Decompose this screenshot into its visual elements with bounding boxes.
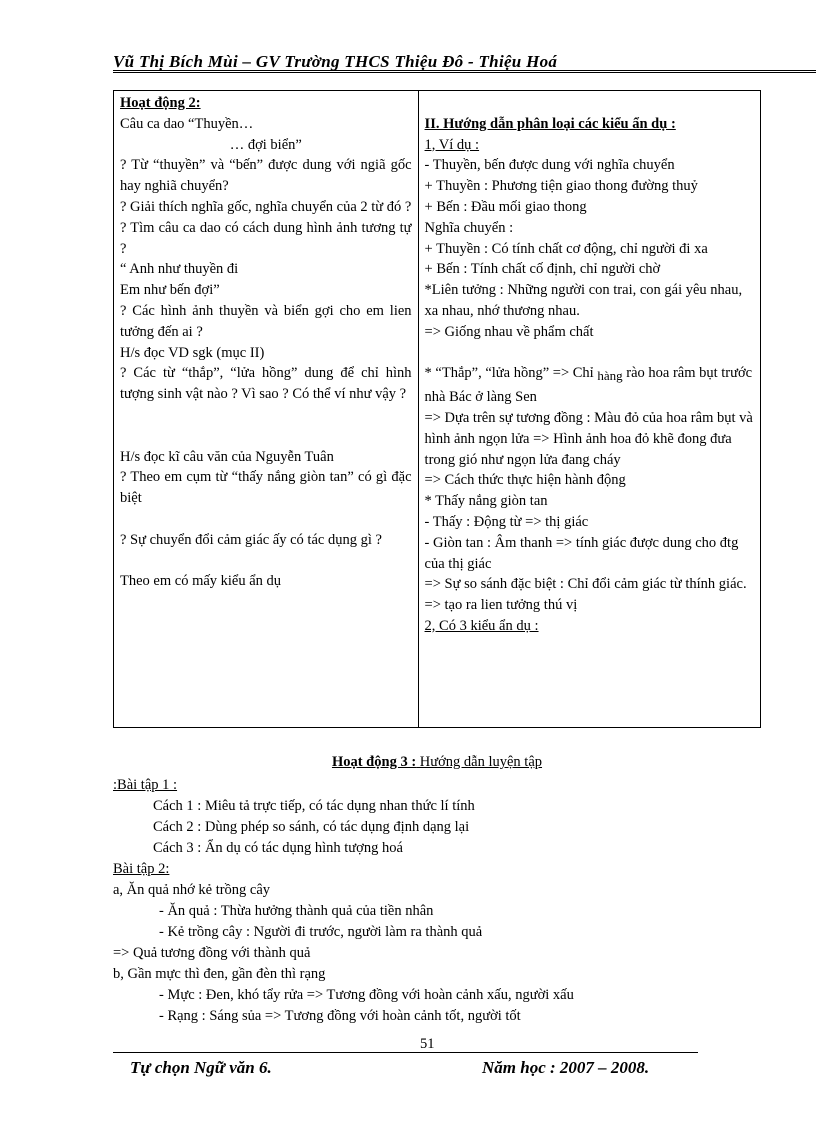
left-line: ? Từ “thuyền” và “bến” được dung với ngiã gốc hay nghiã chuyển?	[120, 157, 412, 195]
right-line: => Giống nhau về phẩm chất	[424, 323, 594, 340]
right-line: + Bến : Đầu mối giao thong	[424, 198, 587, 215]
body-line: Cách 3 : Ẩn dụ có tác dụng hình tượng hoá	[153, 840, 403, 856]
right-line: => Sự so sánh đặc biệt : Chỉ đổi cảm giác từ thính giác.	[424, 576, 747, 593]
practice-section	[113, 752, 761, 1027]
exercise-heading: :Bài tập 1 :	[113, 777, 178, 793]
section-title-rest: Hướng dẫn luyện tập	[416, 754, 543, 770]
left-line: ? Theo em cụm từ “thấy nắng giòn tan” có gì đặc biệt	[120, 469, 412, 507]
body-line: b, Gần mực thì đen, gần đèn thì rạng	[113, 966, 326, 982]
page-header: Vũ Thị Bích Mùi – GV Trường THCS Thiệu Đô - Thiệu Hoá	[113, 52, 558, 71]
left-line: H/s đọc kĩ câu văn của Nguyễn Tuân	[120, 448, 334, 465]
right-line-blank	[425, 93, 754, 114]
teacher-activity-column	[114, 91, 419, 728]
left-line: … đợi biển”	[229, 136, 302, 153]
body-line: => Quả tương đồng với thành quả	[113, 945, 311, 961]
lesson-table	[113, 90, 761, 728]
right-line: - Thuyền, bến được dung với nghĩa chuyển	[424, 157, 675, 174]
right-line: + Thuyền : Có tính chất cơ động, chỉ người đi xa	[424, 240, 708, 257]
body-line: - Rạng : Sáng sủa => Tương đồng với hoàn cảnh tốt, người tốt	[159, 1008, 521, 1024]
right-line-composite	[425, 363, 754, 408]
body-line: Cách 2 : Dùng phép so sánh, có tác dụng định dạng lại	[153, 819, 470, 835]
left-line-blank	[120, 405, 412, 426]
section-title	[113, 752, 761, 773]
right-line: rào hoa râm bụt trước nhà Bác ở làng Sen	[424, 365, 753, 406]
section-title-bold: Hoạt động 3 :	[331, 754, 417, 770]
left-line: Em như bến đợi”	[120, 282, 220, 299]
right-line-blank	[425, 343, 754, 364]
left-line: ? Các từ “thắp”, “lửa hồng” dung để chỉ hình tượng sinh vật nào ? Vì sao ? Có thể ví như vậy ?	[120, 365, 412, 403]
body-line: Cách 1 : Miêu tả trực tiếp, có tác dụng nhan thức lí tính	[153, 798, 475, 814]
footer-year: Năm học : 2007 – 2008.	[482, 1058, 650, 1077]
right-line: * “Thắp”, “lửa hồng” => Chỉ	[424, 365, 594, 382]
right-line: => Cách thức thực hiện hành động	[424, 472, 626, 489]
left-line: “ Anh như thuyền đi	[120, 261, 239, 278]
left-line-blank	[120, 509, 412, 530]
subheading: 1, Ví dụ :	[424, 136, 480, 153]
activity-heading: Hoạt động 2:	[120, 95, 201, 111]
right-line: Nghĩa chuyển :	[424, 219, 514, 236]
right-line: => tạo ra lien tưởng thú vị	[424, 597, 578, 614]
footer-course: Tự chọn Ngữ văn 6.	[130, 1058, 272, 1077]
right-line: *Liên tưởng : Những người con trai, con gái yêu nhau, xa nhau, nhớ thương nhau.	[424, 282, 743, 319]
header-rule	[113, 70, 816, 73]
left-line-blank	[120, 426, 412, 447]
left-line: H/s đọc VD sgk (mục II)	[120, 344, 265, 361]
body-line: - Ăn quả : Thừa hưởng thành quả của tiền nhân	[159, 903, 434, 919]
body-line: - Mực : Đen, khó tẩy rửa => Tương đồng với hoàn cảnh xấu, người xấu	[159, 987, 574, 1003]
right-line: * Thấy nắng giòn tan	[424, 493, 548, 510]
left-line: Câu ca dao “Thuyền…	[120, 115, 254, 132]
left-line: ? Tìm câu ca dao có cách dung hình ảnh tương tự ?	[120, 219, 412, 257]
page-number: 51	[420, 1036, 435, 1052]
content-column	[418, 91, 760, 728]
footer-rule	[113, 1052, 698, 1053]
right-line: + Thuyền : Phương tiện giao thong đường thuỷ	[424, 178, 698, 195]
right-line: + Bến : Tính chất cố định, chỉ người chờ	[424, 261, 661, 278]
section-heading: II. Hướng dẫn phân loại các kiểu ẩn dụ :	[424, 115, 676, 132]
subheading: 2, Có 3 kiểu ẩn dụ :	[424, 617, 539, 634]
exercise-heading: Bài tập 2:	[113, 861, 170, 877]
left-line: Theo em có mấy kiểu ẩn dụ	[120, 573, 282, 590]
left-line: ? Các hình ảnh thuyền và biển gợi cho em lien tưởng đến ai ?	[120, 302, 412, 340]
left-line: ? Giải thích nghĩa gốc, nghĩa chuyển của 2 từ đó ?	[120, 198, 412, 215]
right-line: => Dựa trên sự tương đồng : Màu đỏ của hoa râm bụt và hình ảnh ngọn lửa => Hình ảnh hoa đỏ khẽ đong đưa trong gió như ngọn lửa đang cháy	[424, 409, 753, 468]
right-line: - Giòn tan : Âm thanh => tính giác được dung cho đtg của thị giác	[424, 534, 739, 572]
right-line: - Thấy : Động từ => thị giác	[424, 513, 589, 530]
left-line: ? Sự chuyển đổi cảm giác ấy có tác dụng gì ?	[120, 531, 382, 548]
left-line-blank	[120, 551, 412, 572]
body-line: - Kẻ trồng cây : Người đi trước, người làm ra thành quả	[159, 924, 483, 940]
body-line: a, Ăn quả nhớ kẻ trồng cây	[113, 882, 271, 898]
subscript-word: hàng	[597, 368, 623, 384]
